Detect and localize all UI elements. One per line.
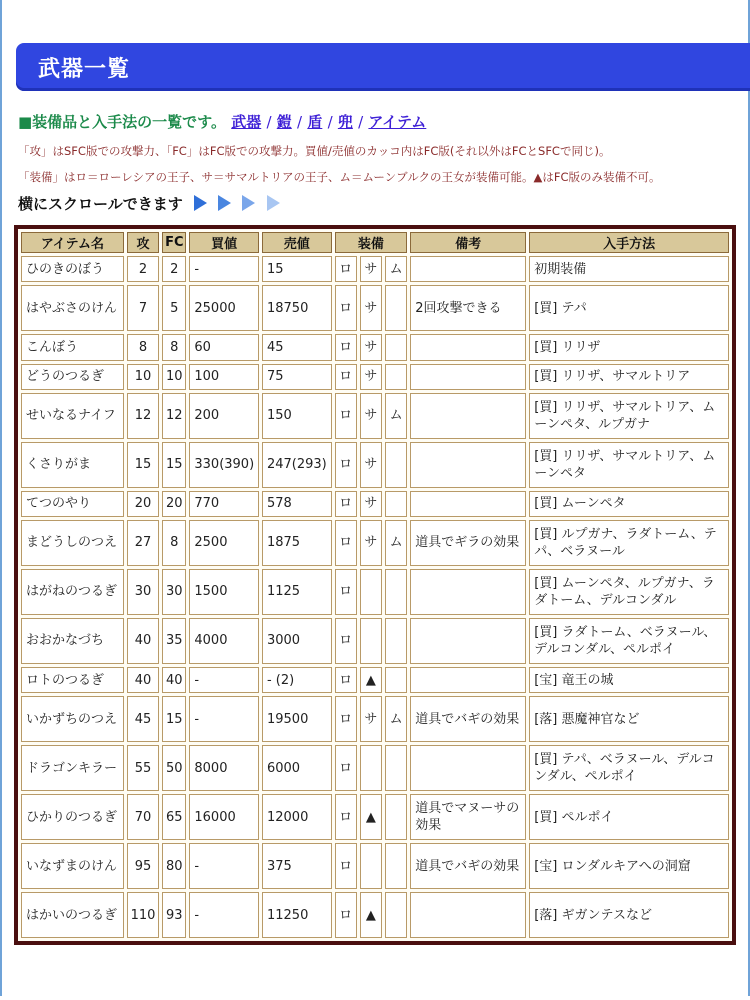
attack-cell: 45	[127, 696, 159, 742]
sell-price-cell: 6000	[262, 745, 332, 791]
item-name-cell: ドラゴンキラー	[21, 745, 124, 791]
obtain-cell: [買] リリザ、サマルトリア	[529, 364, 729, 390]
category-links	[231, 113, 426, 131]
category-link[interactable]: 兜	[337, 113, 353, 131]
fc-attack-cell: 15	[162, 442, 186, 488]
obtain-cell: [落] 悪魔神官など	[529, 696, 729, 742]
equip-cell: ロ	[335, 892, 357, 938]
equip-cell: ロ	[335, 696, 357, 742]
equip-cell: サ	[360, 285, 382, 331]
sell-price-cell: 12000	[262, 794, 332, 840]
table-row	[21, 491, 729, 517]
fc-attack-cell: 93	[162, 892, 186, 938]
header-fc: FC	[162, 232, 186, 253]
equip-cell: サ	[360, 696, 382, 742]
fc-attack-cell: 8	[162, 520, 186, 566]
arrow-right-icon	[194, 195, 207, 211]
equip-cell	[360, 843, 382, 889]
item-name-cell: まどうしのつえ	[21, 520, 124, 566]
table-row	[21, 618, 729, 664]
obtain-cell: [買] テパ	[529, 285, 729, 331]
equip-cell: ロ	[335, 843, 357, 889]
link-separator: /	[266, 113, 272, 131]
buy-price-cell: 25000	[189, 285, 259, 331]
item-name-cell: くさりがま	[21, 442, 124, 488]
note-cell	[410, 491, 526, 517]
note-cell	[410, 892, 526, 938]
item-name-cell: おおかなづち	[21, 618, 124, 664]
equip-cell: ▲	[360, 892, 382, 938]
scroll-hint-text: 横にスクロールできます	[18, 195, 183, 213]
sell-price-cell: 1125	[262, 569, 332, 615]
item-name-cell: いかずちのつえ	[21, 696, 124, 742]
equip-cell: ロ	[335, 285, 357, 331]
sell-price-cell: 15	[262, 256, 332, 282]
equip-cell: ▲	[360, 794, 382, 840]
buy-price-cell: -	[189, 696, 259, 742]
arrow-right-icon	[242, 195, 255, 211]
header-equip: 装備	[335, 232, 408, 253]
note-cell	[410, 569, 526, 615]
sell-price-cell: 150	[262, 393, 332, 439]
equip-cell: ム	[385, 393, 407, 439]
equip-cell: サ	[360, 364, 382, 390]
note-cell	[410, 393, 526, 439]
arrow-right-icon	[218, 195, 231, 211]
item-name-cell: どうのつるぎ	[21, 364, 124, 390]
fc-attack-cell: 10	[162, 364, 186, 390]
table-row	[21, 520, 729, 566]
equip-cell: サ	[360, 334, 382, 360]
note-cell	[410, 334, 526, 360]
table-row	[21, 256, 729, 282]
table-row	[21, 843, 729, 889]
equip-cell	[385, 491, 407, 517]
note-cell	[410, 745, 526, 791]
fc-attack-cell: 12	[162, 393, 186, 439]
equip-cell: ロ	[335, 334, 357, 360]
header-buy: 買値	[189, 232, 259, 253]
attack-cell: 40	[127, 667, 159, 693]
fc-attack-cell: 5	[162, 285, 186, 331]
attack-cell: 8	[127, 334, 159, 360]
sell-price-cell: 247(293)	[262, 442, 332, 488]
equip-cell	[385, 364, 407, 390]
equip-cell	[385, 794, 407, 840]
obtain-cell: [買] リリザ、サマルトリア、ムーンペタ	[529, 442, 729, 488]
table-row	[21, 285, 729, 331]
item-name-cell: いなずまのけん	[21, 843, 124, 889]
buy-price-cell: 330(390)	[189, 442, 259, 488]
table-row	[21, 892, 729, 938]
obtain-cell: 初期装備	[529, 256, 729, 282]
equip-cell	[385, 442, 407, 488]
buy-price-cell: 16000	[189, 794, 259, 840]
item-name-cell: ひのきのぼう	[21, 256, 124, 282]
sell-price-cell: 375	[262, 843, 332, 889]
item-name-cell: こんぼう	[21, 334, 124, 360]
item-name-cell: ひかりのつるぎ	[21, 794, 124, 840]
header-sell: 売値	[262, 232, 332, 253]
equip-cell: サ	[360, 491, 382, 517]
link-separator: /	[327, 113, 333, 131]
obtain-cell: [買] ペルポイ	[529, 794, 729, 840]
equip-cell: ム	[385, 696, 407, 742]
buy-price-cell: -	[189, 892, 259, 938]
equip-cell: ロ	[335, 794, 357, 840]
obtain-cell: [買] ラダトーム、ベラヌール、デルコンダル、ペルポイ	[529, 618, 729, 664]
note-cell: 道具でマヌーサの効果	[410, 794, 526, 840]
obtain-cell: [落] ギガンテスなど	[529, 892, 729, 938]
equip-cell: ロ	[335, 491, 357, 517]
item-name-cell: はかいのつるぎ	[21, 892, 124, 938]
note-cell	[410, 667, 526, 693]
attack-cell: 2	[127, 256, 159, 282]
equip-cell: ム	[385, 520, 407, 566]
attack-cell: 15	[127, 442, 159, 488]
attack-cell: 10	[127, 364, 159, 390]
buy-price-cell: -	[189, 843, 259, 889]
obtain-cell: [買] ルプガナ、ラダトーム、テパ、ベラヌール	[529, 520, 729, 566]
fc-attack-cell: 15	[162, 696, 186, 742]
equip-cell: ▲	[360, 667, 382, 693]
obtain-cell: [宝] ロンダルキアへの洞窟	[529, 843, 729, 889]
arrow-right-icon	[267, 195, 280, 211]
fc-attack-cell: 40	[162, 667, 186, 693]
table-row	[21, 696, 729, 742]
note-cell: 道具でバギの効果	[410, 696, 526, 742]
item-name-cell: ロトのつるぎ	[21, 667, 124, 693]
note-equip: 「装備」はロ＝ローレシアの王子、サ＝サマルトリアの王子、ム＝ムーンブルクの王女が装備可能。▲はFC版のみ装備不可。	[18, 170, 661, 184]
fc-attack-cell: 20	[162, 491, 186, 517]
fc-attack-cell: 30	[162, 569, 186, 615]
equip-cell: サ	[360, 520, 382, 566]
buy-price-cell: -	[189, 256, 259, 282]
equip-cell	[385, 843, 407, 889]
item-name-cell: はやぶさのけん	[21, 285, 124, 331]
equip-cell	[385, 334, 407, 360]
header-note: 備考	[410, 232, 526, 253]
page-title: 武器一覧	[38, 57, 131, 82]
obtain-cell: [宝] 竜王の城	[529, 667, 729, 693]
note-cell	[410, 618, 526, 664]
buy-price-cell: 60	[189, 334, 259, 360]
sell-price-cell: 19500	[262, 696, 332, 742]
equip-cell	[385, 285, 407, 331]
obtain-cell: [買] リリザ	[529, 334, 729, 360]
equip-cell: サ	[360, 393, 382, 439]
equip-cell: ロ	[335, 364, 357, 390]
category-link[interactable]: 鎧	[276, 113, 292, 131]
category-link[interactable]: アイテム	[368, 113, 427, 131]
link-separator: /	[358, 113, 364, 131]
buy-price-cell: 8000	[189, 745, 259, 791]
table-header-row	[21, 232, 729, 253]
weapon-table-container[interactable]	[14, 225, 736, 945]
scroll-hint	[18, 193, 280, 214]
sell-price-cell: 3000	[262, 618, 332, 664]
note-cell	[410, 442, 526, 488]
table-row	[21, 745, 729, 791]
equip-cell: ロ	[335, 393, 357, 439]
attack-cell: 27	[127, 520, 159, 566]
attack-cell: 95	[127, 843, 159, 889]
buy-price-cell: -	[189, 667, 259, 693]
buy-price-cell: 100	[189, 364, 259, 390]
equip-cell: ロ	[335, 442, 357, 488]
equip-cell	[385, 745, 407, 791]
table-row	[21, 334, 729, 360]
attack-cell: 55	[127, 745, 159, 791]
obtain-cell: [買] リリザ、サマルトリア、ムーンペタ、ルプガナ	[529, 393, 729, 439]
table-row	[21, 442, 729, 488]
equip-cell	[385, 618, 407, 664]
note-cell	[410, 256, 526, 282]
note-cell	[410, 364, 526, 390]
table-row	[21, 393, 729, 439]
equip-cell	[360, 745, 382, 791]
equip-cell: ム	[385, 256, 407, 282]
fc-attack-cell: 2	[162, 256, 186, 282]
header-obtain: 入手方法	[529, 232, 729, 253]
item-name-cell: てつのやり	[21, 491, 124, 517]
attack-cell: 7	[127, 285, 159, 331]
equip-cell: ロ	[335, 256, 357, 282]
fc-attack-cell: 35	[162, 618, 186, 664]
table-row	[21, 794, 729, 840]
sell-price-cell: - (2)	[262, 667, 332, 693]
intro-lead: ■装備品と入手法の一覧です。	[18, 113, 226, 131]
sell-price-cell: 11250	[262, 892, 332, 938]
header-name: アイテム名	[21, 232, 124, 253]
attack-cell: 70	[127, 794, 159, 840]
note-cell: 道具でバギの効果	[410, 843, 526, 889]
sell-price-cell: 45	[262, 334, 332, 360]
buy-price-cell: 2500	[189, 520, 259, 566]
link-separator: /	[297, 113, 303, 131]
sell-price-cell: 1875	[262, 520, 332, 566]
intro-line	[18, 111, 743, 132]
obtain-cell: [買] ムーンペタ	[529, 491, 729, 517]
note-cell: 道具でギラの効果	[410, 520, 526, 566]
equip-cell	[385, 892, 407, 938]
equip-cell: ロ	[335, 618, 357, 664]
sell-price-cell: 75	[262, 364, 332, 390]
note-cell: 2回攻撃できる	[410, 285, 526, 331]
buy-price-cell: 4000	[189, 618, 259, 664]
equip-cell	[385, 569, 407, 615]
fc-attack-cell: 8	[162, 334, 186, 360]
header-attack: 攻	[127, 232, 159, 253]
attack-cell: 30	[127, 569, 159, 615]
buy-price-cell: 1500	[189, 569, 259, 615]
category-link[interactable]: 武器	[231, 113, 262, 131]
table-row	[21, 364, 729, 390]
fc-attack-cell: 50	[162, 745, 186, 791]
equip-cell: ロ	[335, 520, 357, 566]
table-row	[21, 569, 729, 615]
table-row	[21, 667, 729, 693]
equip-cell: ロ	[335, 569, 357, 615]
equip-cell	[360, 569, 382, 615]
attack-cell: 12	[127, 393, 159, 439]
obtain-cell: [買] テパ、ベラヌール、デルコンダル、ペルポイ	[529, 745, 729, 791]
title-bar	[16, 43, 750, 91]
obtain-cell: [買] ムーンペタ、ルプガナ、ラダトーム、デルコンダル	[529, 569, 729, 615]
fc-attack-cell: 80	[162, 843, 186, 889]
buy-price-cell: 770	[189, 491, 259, 517]
equip-cell	[385, 667, 407, 693]
equip-cell	[360, 618, 382, 664]
attack-cell: 40	[127, 618, 159, 664]
sell-price-cell: 578	[262, 491, 332, 517]
attack-cell: 20	[127, 491, 159, 517]
equip-cell: サ	[360, 256, 382, 282]
category-link[interactable]: 盾	[307, 113, 323, 131]
sell-price-cell: 18750	[262, 285, 332, 331]
equip-cell: ロ	[335, 667, 357, 693]
item-name-cell: せいなるナイフ	[21, 393, 124, 439]
attack-cell: 110	[127, 892, 159, 938]
equip-cell: サ	[360, 442, 382, 488]
item-name-cell: はがねのつるぎ	[21, 569, 124, 615]
weapon-table	[18, 229, 732, 941]
equip-cell: ロ	[335, 745, 357, 791]
note-attack: 「攻」はSFC版での攻撃力、「FC」はFC版での攻撃力。買値/売値のカッコ内はFC版(それ以外はFCとSFCで同じ)。	[18, 144, 611, 158]
buy-price-cell: 200	[189, 393, 259, 439]
fc-attack-cell: 65	[162, 794, 186, 840]
